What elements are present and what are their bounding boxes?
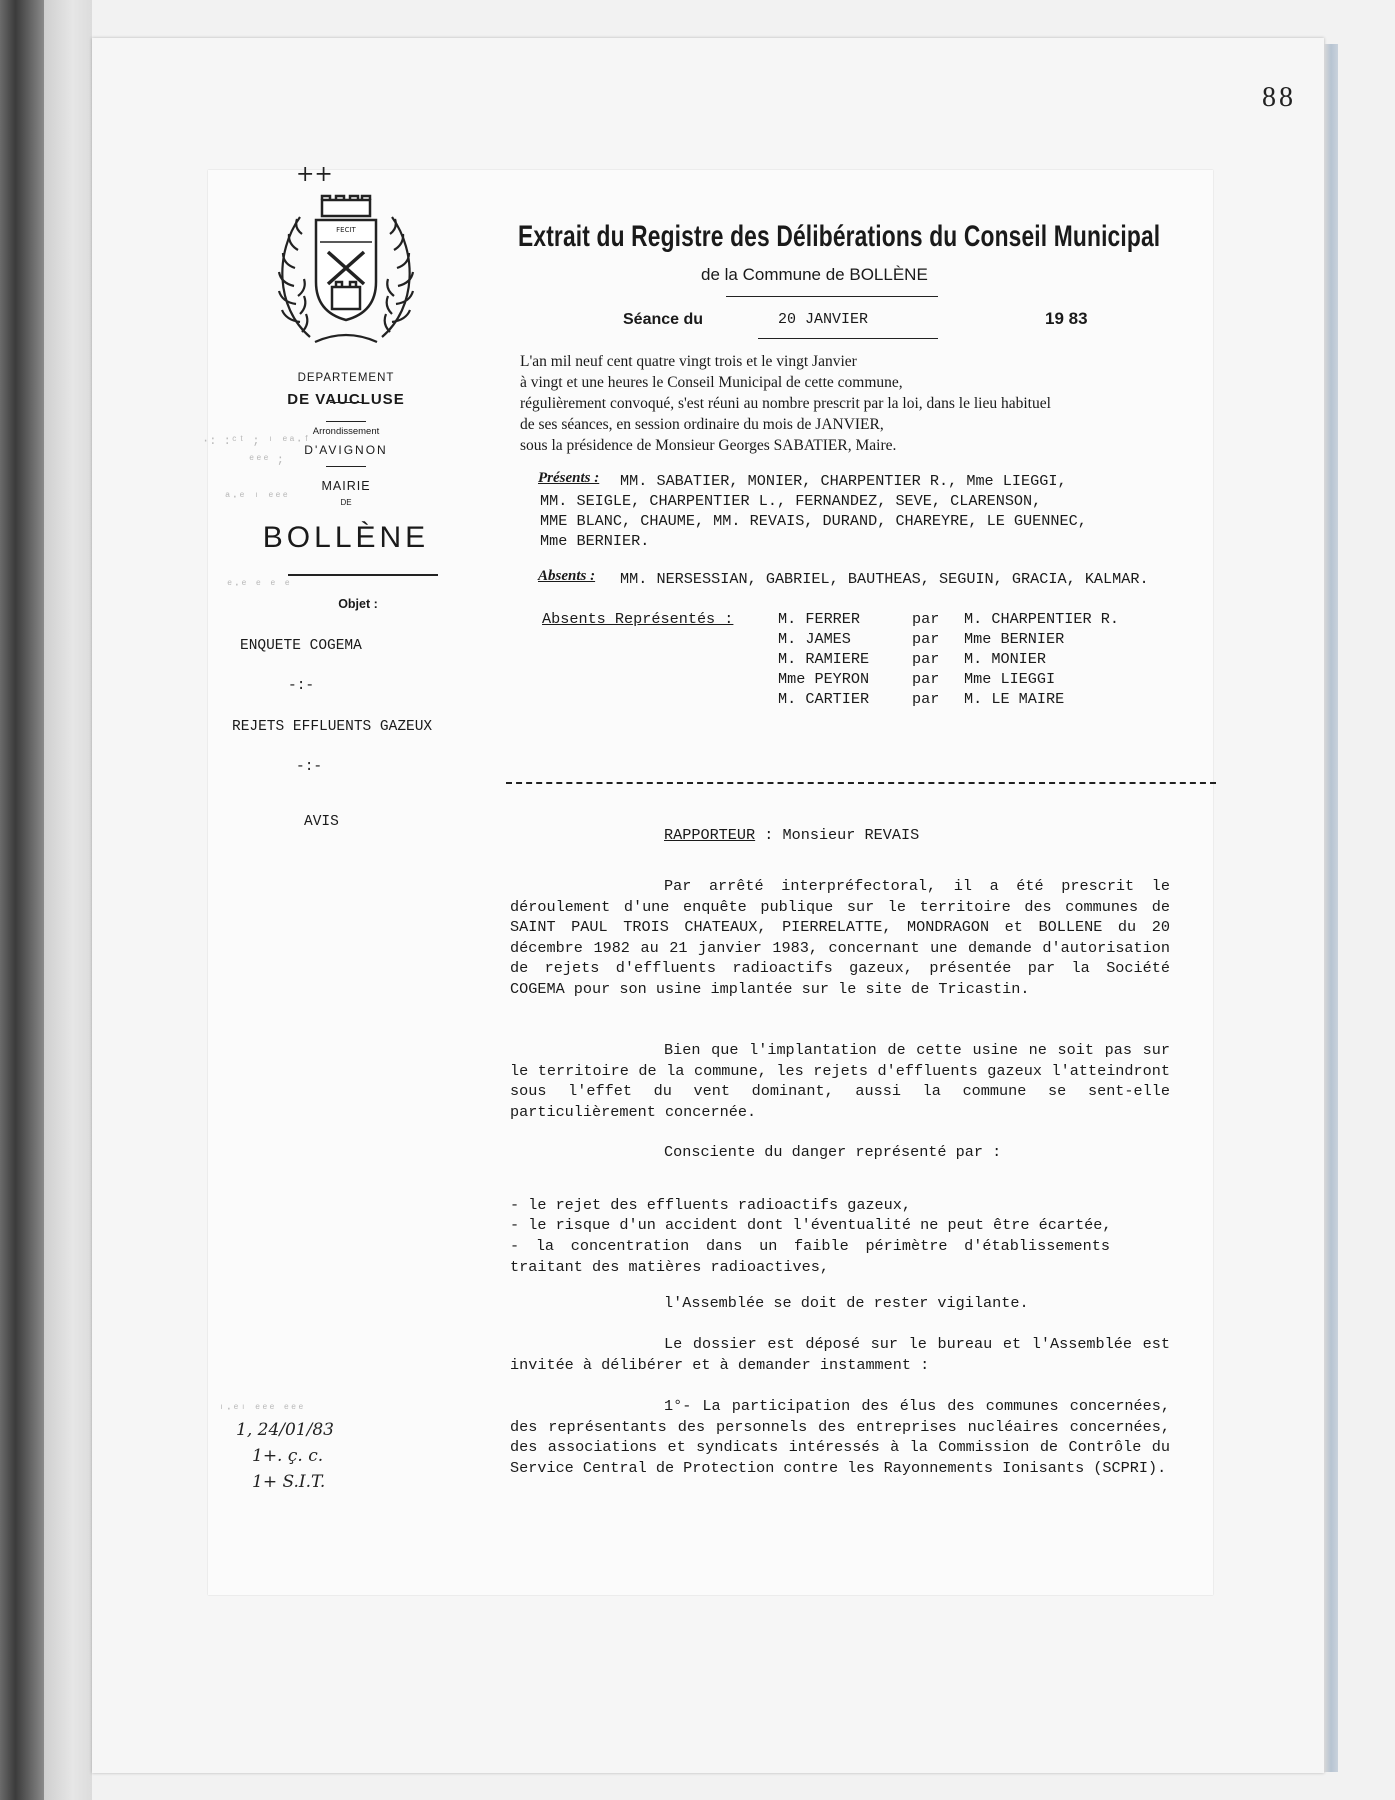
representative-name: Mme LIEGGI — [964, 670, 1056, 688]
representative-name: M. MONIER — [964, 650, 1047, 668]
intro-line-3: régulièrement convoqué, s'est réuni au nombre prescrit par la loi, dans le lieu habituel — [520, 395, 1051, 412]
paragraph-2: Bien que l'implantation de cette usine ne soit pas sur le territoire de la commune, les rejets d'effluents gazeux l'atteindront sous l'effet du vent dominant, aussi la commune se sent-elle particulièrement concernée. — [510, 1041, 1170, 1121]
objet-line-2: REJETS EFFLUENTS GAZEUX — [232, 719, 433, 735]
paragraph-1: Par arrêté interpréfectoral, il a été prescrit le déroulement d'une enquête publique sur le territoire des communes de SAINT PAUL TROIS CHATEAUX, PIERRELATTE, MONDRAGON et BOLLENE du 20 décembre 1982 au 21 janvier 1983, concernant une demande d'autorisation de rejets d'effluents radioactifs gazeux, présentée par la Société COGEMA pour son usine implantée sur le site de Tricastin. — [510, 877, 1170, 998]
objet-separator-1: -:- — [288, 678, 315, 694]
paragraph-4: l'Assemblée se doit de rester vigilante. — [664, 1294, 1029, 1312]
presents-label: Présents : — [538, 470, 600, 486]
representative-name: M. CHARPENTIER R. — [964, 610, 1119, 628]
absent-name: M. JAMES — [778, 630, 851, 648]
rapporteur-line — [664, 826, 919, 844]
intro-line-2: à vingt et une heures le Conseil Municipal de cette commune, — [520, 374, 903, 391]
bullet-3: - la concentration dans un faible périmètre d'établissements traitant des matières radioactives, — [510, 1237, 1110, 1276]
page-number: 88 — [1262, 82, 1296, 113]
departement-label: DEPARTEMENT — [297, 372, 395, 384]
vaucluse-label: DE VAUCLUSE — [287, 391, 405, 408]
show-through-text: ᶦ·ᵉᶦ ᵉᵉᵉ ᵉᵉᵉ — [218, 1402, 305, 1416]
book-binding — [0, 0, 44, 1800]
paragraph-3: Consciente du danger représenté par : — [664, 1143, 1002, 1161]
handwritten-note: 1, 24/01/83 — [236, 1420, 334, 1440]
presents-line-4: Mme BERNIER. — [540, 532, 650, 550]
seance-date: 20 JANVIER — [778, 311, 869, 328]
show-through-text: ·: :ᶜᵗ ; ᶦ ᵉᵃ·ᶠ — [202, 434, 311, 448]
objet-label: Objet : — [338, 597, 378, 611]
divider — [726, 296, 938, 297]
objet-line-1: ENQUETE COGEMA — [240, 638, 362, 654]
absent-name: Mme PEYRON — [778, 670, 870, 688]
par-label: par — [912, 610, 940, 628]
section-divider — [506, 782, 1216, 784]
intro-line-5: sous la présidence de Monsieur Georges SABATIER, Maire. — [520, 437, 897, 454]
par-label: par — [912, 690, 940, 708]
handwritten-note: 1+ S.I.T. — [252, 1472, 326, 1492]
handwritten-mark: ++ — [296, 162, 333, 187]
de-label: DE — [340, 498, 352, 507]
show-through-text: ᵉᵉᵉ ; — [248, 453, 285, 467]
seance-label: Séance du — [623, 311, 704, 328]
divider — [326, 421, 366, 422]
svg-text:FECIT: FECIT — [336, 226, 356, 234]
paragraph-6: 1°- La participation des élus des communes concernées, des représentants des personnels des entreprises nucléaires concernées, des associations et syndicats intéressés à la Commission de Contrôle du Service Central de Protection contre les Rayonnements Ionisants (SCPRI). — [510, 1397, 1170, 1477]
rapporteur-name: : Monsieur REVAIS — [755, 826, 920, 844]
bullet-2: - le risque d'un accident dont l'éventualité ne peut être écartée, — [510, 1216, 1112, 1234]
representative-name: Mme BERNIER — [964, 630, 1065, 648]
objet-separator-2: -:- — [296, 759, 323, 775]
par-label: par — [912, 650, 940, 668]
rapporteur-label: RAPPORTEUR — [664, 826, 756, 844]
divider — [288, 574, 438, 576]
seance-year: 19 83 — [1045, 309, 1088, 328]
document-subtitle: de la Commune de BOLLÈNE — [701, 265, 928, 284]
absent-name: M. FERRER — [778, 610, 861, 628]
representative-name: M. LE MAIRE — [964, 690, 1065, 708]
show-through-text: ᵉ·ᵉ ᵉ ᵉ ᵉ — [226, 578, 291, 592]
intro-line-4: de ses séances, en session ordinaire du mois de JANVIER, — [520, 416, 884, 433]
presents-line-1: MM. SABATIER, MONIER, CHARPENTIER R., Mme LIEGGI, — [620, 472, 1067, 490]
presents-line-2: MM. SEIGLE, CHARPENTIER L., FERNANDEZ, SEVE, CLARENSON, — [540, 492, 1042, 510]
book-spine-edge — [44, 0, 92, 1800]
par-label: par — [912, 630, 940, 648]
absent-name: M. CARTIER — [778, 690, 870, 708]
par-label: par — [912, 670, 940, 688]
bullet-1: - le rejet des effluents radioactifs gazeux, — [510, 1196, 912, 1214]
intro-line-1: L'an mil neuf cent quatre vingt trois et le vingt Janvier — [520, 353, 857, 370]
absents-list: MM. NERSESSIAN, GABRIEL, BAUTHEAS, SEGUIN, GRACIA, KALMAR. — [620, 570, 1149, 588]
paragraph-5: Le dossier est déposé sur le bureau et l'Assemblée est invitée à délibérer et à demander instamment : — [510, 1335, 1170, 1374]
coat-of-arms-emblem — [270, 192, 422, 350]
absent-name: M. RAMIERE — [778, 650, 870, 668]
presents-line-3: MME BLANC, CHAUME, MM. REVAIS, DURAND, CHAREYRE, LE GUENNEC, — [540, 512, 1087, 530]
absents-representes-label: Absents Représentés : — [542, 610, 734, 628]
divider — [326, 466, 366, 467]
page-stack-edge — [1324, 44, 1338, 1772]
avignon-label: D'AVIGNON — [304, 443, 388, 457]
divider — [758, 338, 938, 339]
document-title: Extrait du Registre des Délibérations du Conseil Municipal — [518, 220, 1161, 253]
objet-line-3: AVIS — [304, 814, 339, 830]
deliberation-document — [202, 162, 1213, 1595]
bollene-label: BOLLÈNE — [262, 521, 430, 554]
arrondissement-label: Arrondissement — [312, 426, 380, 437]
absents-label: Absents : — [538, 568, 596, 584]
show-through-text: ᵃ·ᵉ ᶦ ᵉᵉᵉ — [224, 490, 289, 504]
mairie-label: MAIRIE — [321, 479, 371, 493]
handwritten-note: 1+. ç. c. — [252, 1446, 324, 1466]
